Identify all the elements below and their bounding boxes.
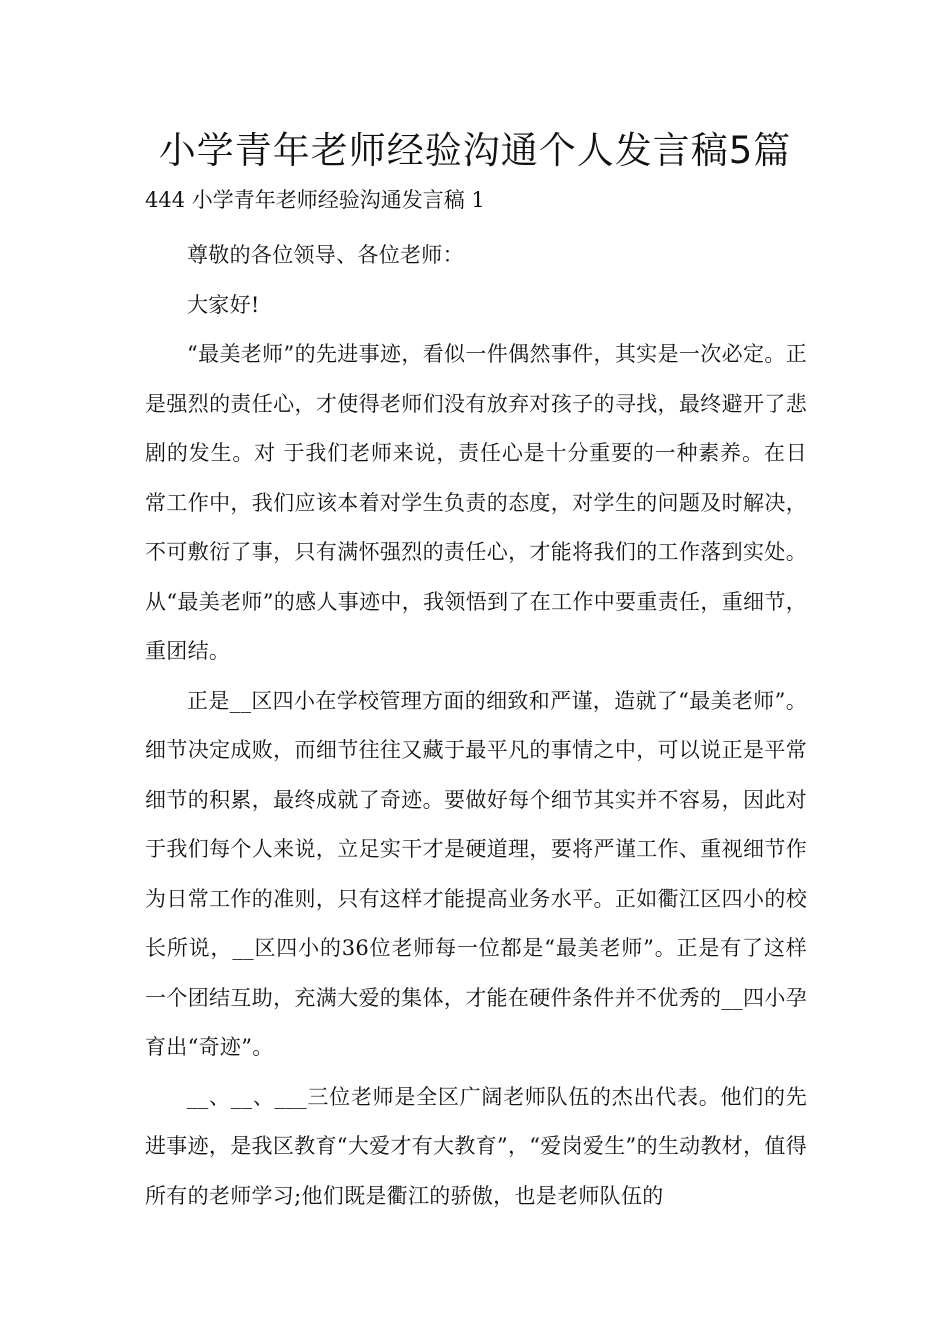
paragraph: __、__、___三位老师是全区广阔老师队伍的杰出代表。他们的先进事迹，是我区教育“大爱才有大教育”，“爱岗爱生”的生动教材，值得所有的老师学习;他们既是衢江的骄傲，也是老师队伍的: [145, 1084, 807, 1208]
paragraph-salutation: 尊敬的各位领导、各位老师：: [187, 243, 464, 267]
paragraph: 正是__区四小在学校管理方面的细致和严谨，造就了“最美老师”。细节决定成败，而细节往往又藏于最平凡的事情之中，可以说正是平常细节的积累，最终成就了奇迹。要做好每个细节其实并不容易，因此对于我们每个人来说，立足实干才是硬道理，要将严谨工作、重视细节作为日常工作的准则，只有这样才能提高业务水平。正如衢江区四小的校长所说，__区四小的36位老师每一位都是“最美老师”。正是有了这样一个团结互助，充满大爱的集体，才能在硬件条件并不优秀的__四小孕育出“奇迹”。: [145, 688, 807, 1059]
paragraph: “最美老师”的先进事迹，看似一件偶然事件，其实是一次必定。正是强烈的责任心，才使得老师们没有放弃对孩子的寻找，最终避开了悲剧的发生。对 于我们老师来说，责任心是十分重要的一种素养。在日常工作中，我们应该本着对学生负责的态度，对学生的问题及时解决，不可敷衍了事，只有满怀强烈的责任心，才能将我们的工作落到实处。从“最美老师”的感人事迹中，我领悟到了在工作中要重责任，重细节，重团结。: [145, 342, 807, 663]
document-body: [145, 231, 807, 1221]
paragraph-greeting: 大家好!: [187, 292, 260, 317]
document-title: 小学青年老师经验沟通个人发言稿5篇: [158, 129, 792, 172]
document-subtitle: 444 小学青年老师经验沟通发言稿 1: [145, 188, 485, 212]
